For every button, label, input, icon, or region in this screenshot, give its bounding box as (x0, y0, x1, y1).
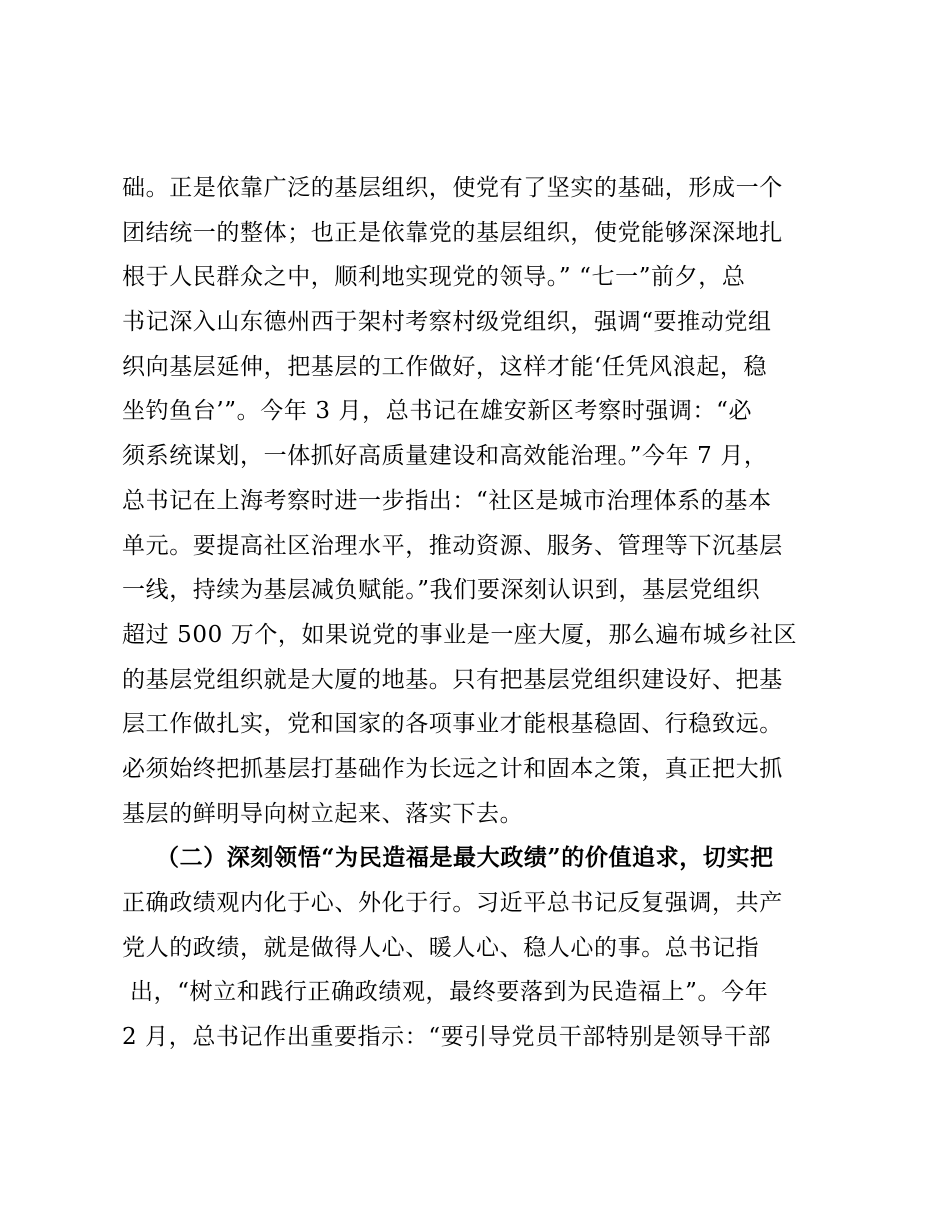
body-line: 党人的政绩，就是做得人心、暖人心、稳人心的事。总书记指 (122, 934, 760, 961)
body-line: 书记深入山东德州西于架村考察村级党组织，强调“要推动党组 (122, 309, 772, 336)
body-line: 的基层党组织就是大厦的地基。只有把基层党组织建设好、把基 (122, 666, 783, 693)
body-line: 正确政绩观内化于心、外化于行。习近平总书记反复强调，共产 (122, 890, 783, 916)
body-line: 2 月，总书记作出重要指示：“要引导党员干部特别是领导干部 (122, 1024, 772, 1051)
section-heading: （二）深刻领悟“为民造福是最大政绩”的价值追求，切实把 (156, 844, 774, 872)
body-line: 基层的鲜明导向树立起来、落实下去。 (122, 800, 524, 827)
body-line: 层工作做扎实，党和国家的各项事业才能根基稳固、行稳致远。 (122, 711, 783, 738)
body-line: 团结统一的整体；也正是依靠党的基层组织，使党能够深深地扎 (122, 219, 783, 246)
body-line: 必须始终把抓基层打基础作为长远之计和固本之策，真正把大抓 (122, 755, 783, 782)
body-line: 总书记在上海考察时进一步指出：“社区是城市治理体系的基本 (122, 487, 772, 514)
document-body (122, 166, 834, 1060)
body-line: 织向基层延伸，把基层的工作做好，这样才能‘任凭风浪起，稳 (122, 353, 768, 380)
body-line: 须系统谋划，一体抓好高质量建设和高效能治理。”今年 7 月， (122, 443, 768, 470)
body-line: 一线，持续为基层减负赋能。”我们要深刻认识到，基层党组织 (122, 577, 761, 604)
body-line: 坐钓鱼台’”。今年 3 月，总书记在雄安新区考察时强调：“必 (122, 398, 753, 425)
body-line: 础。正是依靠广泛的基层组织，使党有了坚实的基础，形成一个 (122, 175, 783, 201)
body-line: 出，“树立和践行正确政绩观，最终要落到为民造福上”。今年 (130, 979, 769, 1006)
body-line: 根于人民群众之中，顺利地实现党的领导。” “七一”前夕，总 (122, 264, 746, 291)
body-line: 超过 500 万个，如果说党的事业是一座大厦，那么遍布城乡社区 (122, 621, 798, 648)
body-line: 单元。要提高社区治理水平，推动资源、服务、管理等下沉基层 (122, 532, 783, 559)
